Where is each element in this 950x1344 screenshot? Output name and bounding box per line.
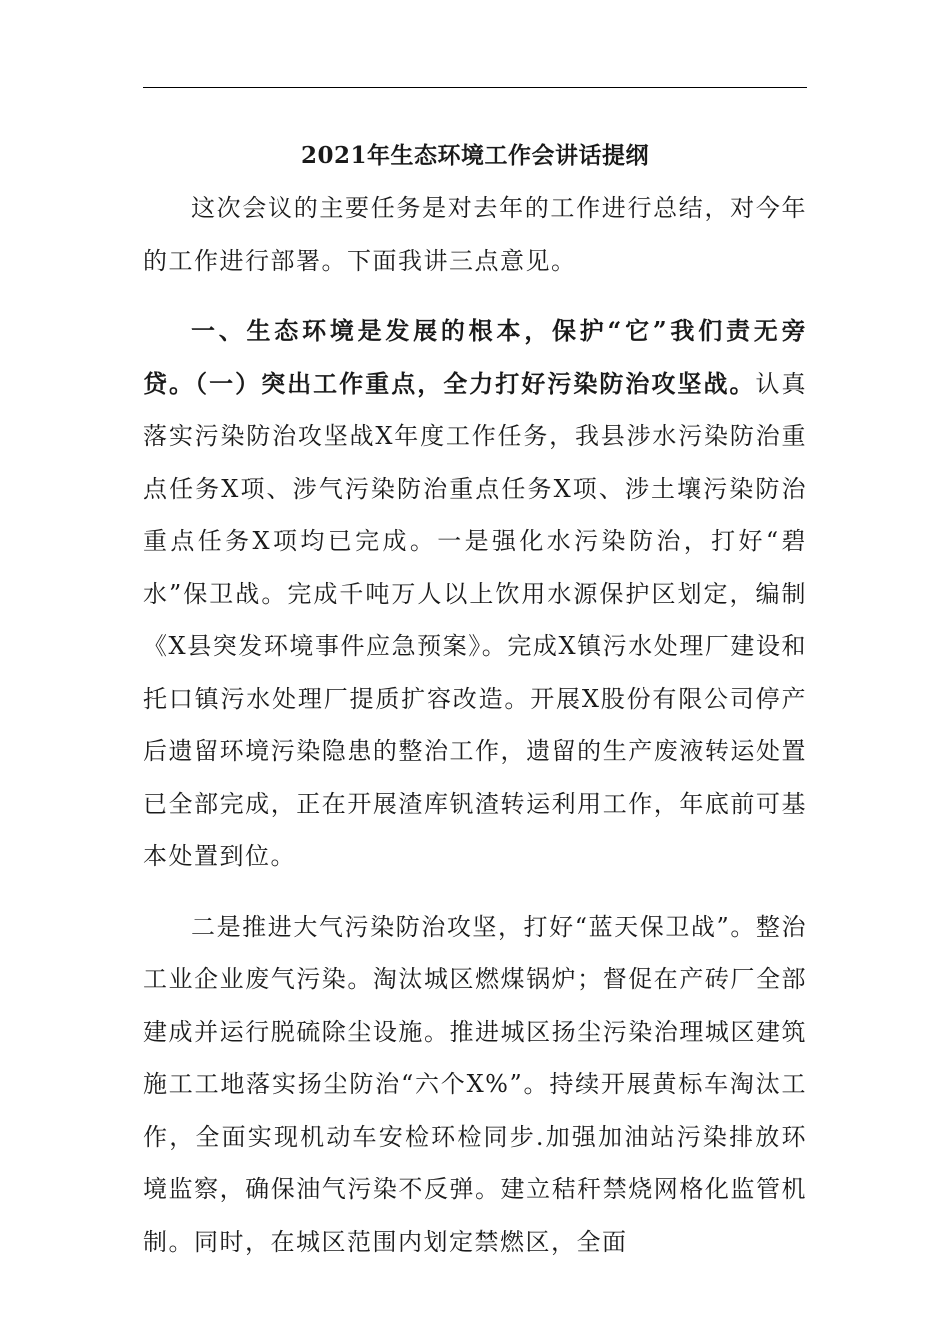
document-title: 2021年生态环境工作会讲话提纲: [300, 142, 649, 169]
document-body: [143, 182, 807, 1268]
header-rule: [143, 87, 807, 88]
subsection-1-heading: （一）突出工作重点，全力打好污染防治攻坚战。: [195, 368, 756, 398]
intro-paragraph: 这次会议的主要任务是对去年的工作进行总结，对今年的工作进行部署。下面我讲三点意见。: [143, 194, 807, 275]
subsection-1-text: 认真落实污染防治攻坚战X年度工作任务，我县涉水污染防治重点任务X项、涉气污染防治重点任务X项、涉土壤污染防治重点任务X项均已完成。一是强化水污染防治，打好“碧水”保卫战。完成千吨万人以上饮用水源保护区划定，编制《X县突发环境事件应急预案》。完成X镇污水处理厂建设和托口镇污水处理厂提质扩容改造。开展X股份有限公司停产后遗留环境污染隐患的整治工作，遗留的生产废液转运处置已全部完成，正在开展渣库钒渣转运利用工作，年底前可基本处置到位。: [143, 369, 808, 870]
point-2-paragraph: 二是推进大气污染防治攻坚，打好“蓝天保卫战”。整治工业企业废气污染。淘汰城区燃煤锅炉；督促在产砖厂全部建成并运行脱硫除尘设施。推进城区扬尘污染治理城区建筑施工工地落实扬尘防治“六个X%”。持续开展黄标车淘汰工作，全面实现机动车安检环检同步.加强加油站污染排放环境监察，确保油气污染不反弹。建立秸秆禁烧网格化监管机制。同时，在城区范围内划定禁燃区，全面: [143, 912, 807, 1256]
section-1-heading: 一、生态环境是发展的根本，保护“它”我们责无旁贷。: [143, 316, 807, 398]
section-1-paragraph: [143, 305, 807, 883]
